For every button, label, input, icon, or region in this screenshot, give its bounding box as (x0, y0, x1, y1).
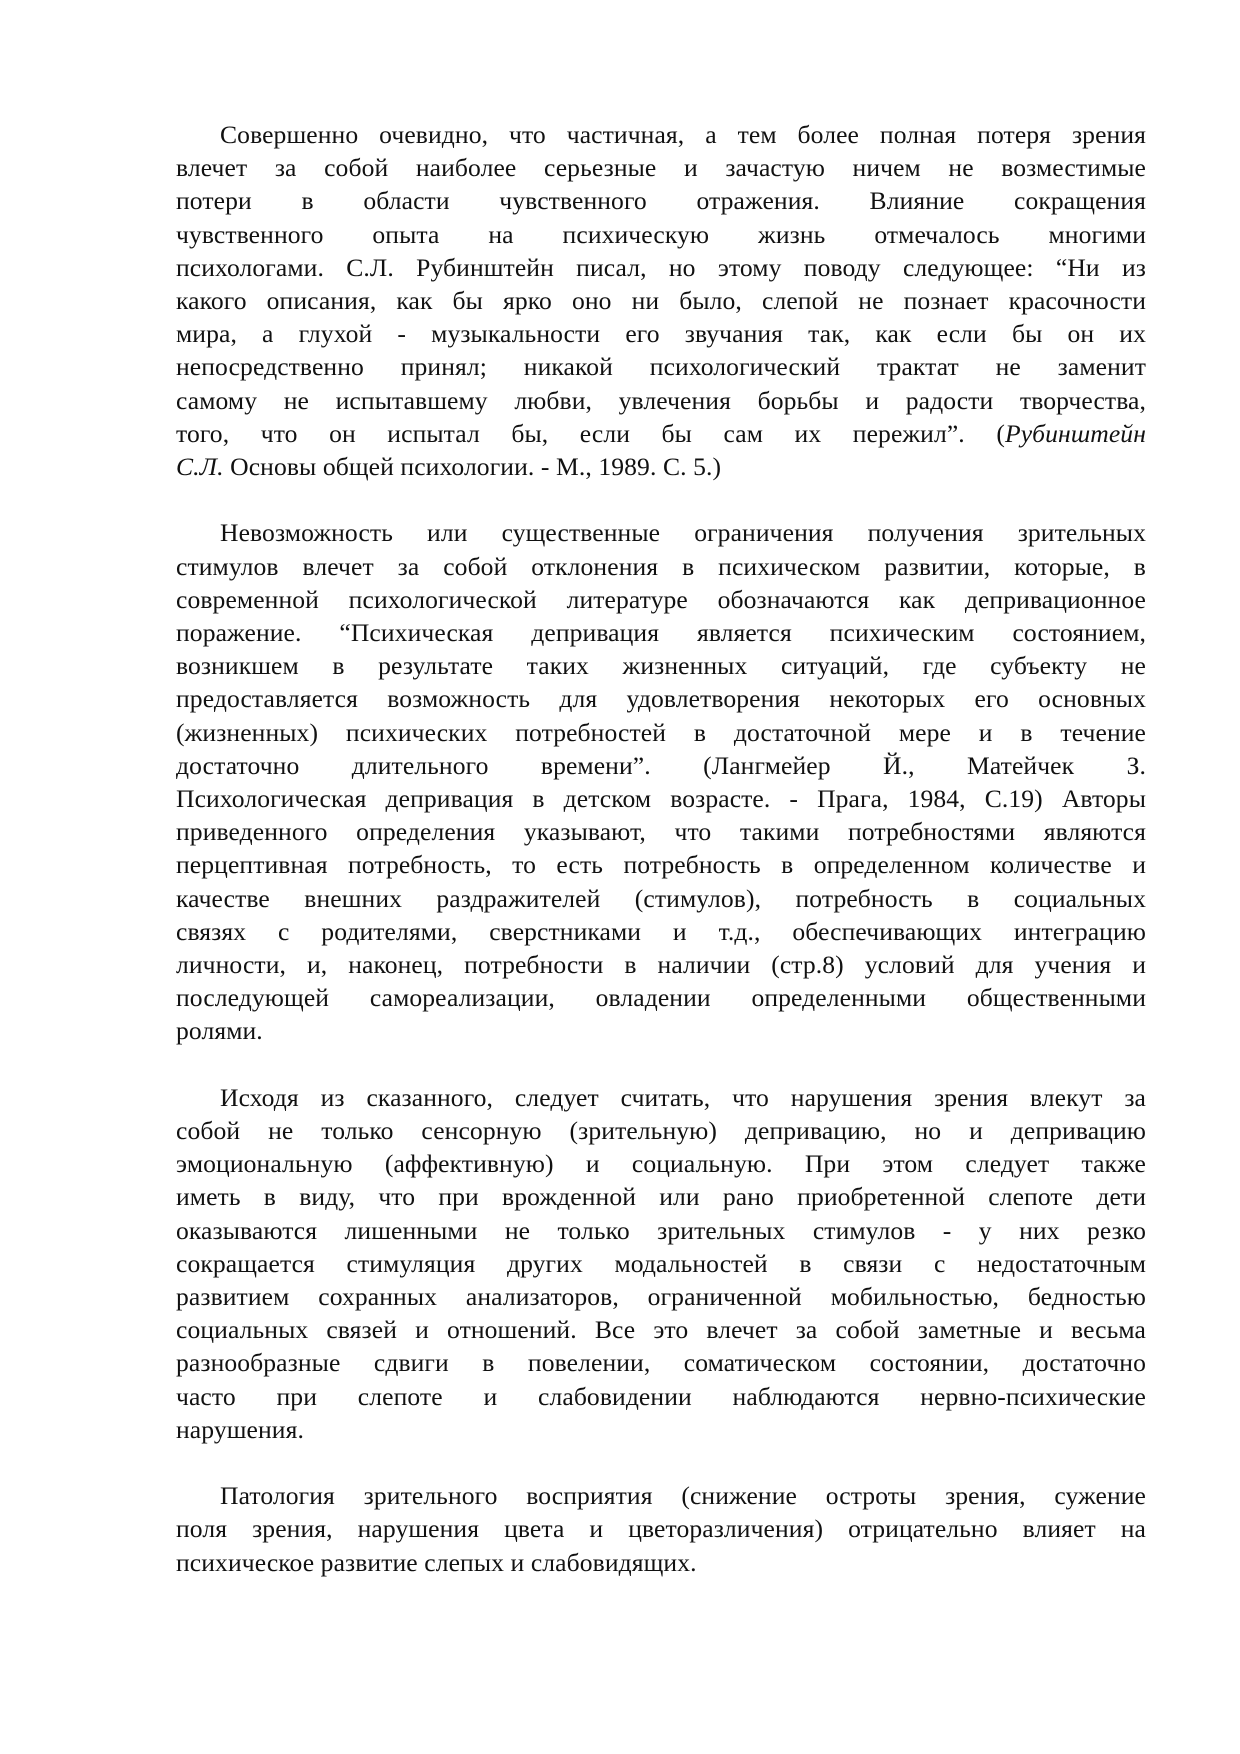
text-line: потери в области чувственного отражения. Влияние сокращения (176, 186, 1146, 216)
text-line: часто при слепоте и слабовидении наблюдаются нервно-психические (176, 1381, 1146, 1411)
text-line: непосредственно принял; никакой психологический трактат не заменит (176, 352, 1146, 382)
text-line: предоставляется возможность для удовлетворения некоторых его основных (176, 684, 1146, 714)
text-line: последующей самореализации, овладении определенными общественными (176, 983, 1146, 1013)
citation-author: Рубинштейн (1004, 418, 1146, 448)
text-line: связях с родителями, сверстниками и т.д., обеспечивающих интеграцию (176, 916, 1146, 946)
text-line: качестве внешних раздражителей (стимулов), потребность в социальных (176, 883, 1146, 913)
text-line: оказываются лишенными не только зрительных стимулов - у них резко (176, 1215, 1146, 1245)
text-line: перцептивная потребность, то есть потребность в определенном количестве и (176, 850, 1146, 880)
text-line: Совершенно очевидно, что частичная, а тем более полная потеря зрения (220, 120, 1146, 149)
paragraph-2 (176, 516, 1146, 1047)
text-line: Невозможность или существенные ограничения получения зрительных (220, 518, 1146, 548)
text-segment: того, что он испытал бы, если бы сам их пережил”. ( (176, 418, 1005, 448)
text-line: психическое развитие слепых и слабовидящих. (176, 1547, 697, 1577)
text-line: развитием сохранных анализаторов, ограниченной мобильностью, бедностью (176, 1282, 1146, 1312)
text-line: разнообразные сдвиги в повелении, соматическом состоянии, достаточно (176, 1348, 1146, 1378)
paragraph-4 (176, 1479, 1146, 1579)
text-line: достаточно длительного времени”. (Лангмейер Й., Матейчек З. (176, 750, 1146, 780)
text-line: социальных связей и отношений. Все это влечет за собой заметные и весьма (176, 1315, 1146, 1345)
text-line: нарушения. (176, 1414, 304, 1444)
text-line: приведенного определения указывают, что такими потребностями являются (176, 817, 1146, 847)
paragraph-1 (176, 118, 1146, 483)
text-line: иметь в виду, что при врожденной или рано приобретенной слепоте дети (176, 1182, 1146, 1212)
text-segment: Основы общей психологии. - М., 1989. С. 5.) (230, 452, 722, 482)
citation-initials: С.Л. (176, 452, 224, 482)
text-line: личности, и, наконец, потребности в наличии (стр.8) условий для учения и (176, 950, 1146, 980)
text-line: психологами. С.Л. Рубинштейн писал, но этому поводу следующее: “Ни из (176, 252, 1146, 282)
text-line: поражение. “Психическая депривация является психическим состоянием, (176, 618, 1146, 648)
text-line: эмоциональную (аффективную) и социальную. При этом следует также (176, 1149, 1146, 1179)
text-line: современной психологической литературе обозначаются как депривационное (176, 584, 1146, 614)
text-line: поля зрения, нарушения цвета и цветоразличения) отрицательно влияет на (176, 1514, 1146, 1544)
text-line: самому не испытавшему любви, увлечения борьбы и радости творчества, (176, 385, 1146, 415)
text-line: Психологическая депривация в детском возрасте. - Прага, 1984, С.19) Авторы (176, 784, 1146, 814)
paragraph-3 (176, 1081, 1146, 1446)
text-line-with-citation (176, 417, 1146, 450)
text-line: возникшем в результате таких жизненных ситуаций, где субъекту не (176, 651, 1146, 681)
text-line: собой не только сенсорную (зрительную) депривацию, но и депривацию (176, 1116, 1146, 1146)
text-line: стимулов влечет за собой отклонения в психическом развитии, которые, в (176, 551, 1146, 581)
text-line: какого описания, как бы ярко оно ни было, слепой не познает красочности (176, 286, 1146, 316)
text-line: мира, а глухой - музыкальности его звучания так, как если бы он их (176, 319, 1146, 349)
text-line-with-citation (176, 450, 1146, 483)
text-line: сокращается стимуляция других модальностей в связи с недостаточным (176, 1248, 1146, 1278)
text-line: чувственного опыта на психическую жизнь отмечалось многими (176, 219, 1146, 249)
text-line: Патология зрительного восприятия (снижение остроты зрения, сужение (220, 1481, 1146, 1511)
text-line: Исходя из сказанного, следует считать, что нарушения зрения влекут за (220, 1082, 1146, 1112)
text-line: ролями. (176, 1016, 263, 1046)
text-line: влечет за собой наиболее серьезные и зачастую ничем не возместимые (176, 153, 1146, 183)
text-line: (жизненных) психических потребностей в достаточной мере и в течение (176, 717, 1146, 747)
document-page (176, 118, 1146, 1612)
